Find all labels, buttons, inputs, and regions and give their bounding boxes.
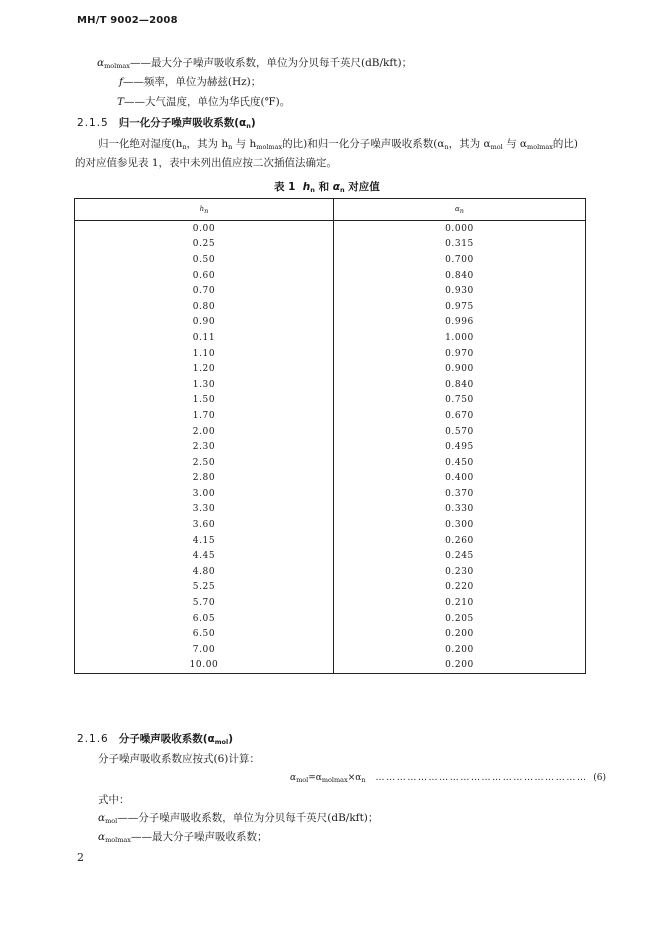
cell-hn: 10.00 (75, 658, 334, 674)
cell-alpha-n: 0.400 (445, 473, 474, 484)
column-header-alpha-n: $\alpha_n$ (334, 199, 586, 221)
cell-alpha-n: 0.370 (445, 488, 474, 499)
cell-hn: 1.20 (75, 361, 334, 377)
table-header-row (75, 199, 586, 221)
formula-intro: 分子噪声吸收系数应按式(6)计算： (98, 753, 260, 765)
symbol: T (117, 96, 125, 108)
table-caption: 表 1 $h_n$ 和 $\alpha_n$ 对应值 (274, 181, 380, 194)
table-row (75, 611, 586, 627)
definition-alpha-molmax-2 (98, 829, 267, 844)
table-row (75, 455, 586, 471)
table-row (75, 330, 586, 346)
cell-hn: 0.70 (75, 283, 334, 299)
symbol-subscript: molmax (104, 62, 130, 70)
cell-alpha-n: 0.330 (445, 504, 474, 515)
table-row (75, 471, 586, 487)
section-heading-2-1-5 (77, 115, 256, 130)
leader-dots: …………………………………………………… (375, 773, 588, 783)
cell-hn: 0.50 (75, 252, 334, 268)
cell-alpha-n: 0.700 (445, 254, 474, 265)
table-row (75, 517, 586, 533)
cell-hn: 1.50 (75, 393, 334, 409)
cell-alpha-n: 0.975 (445, 301, 474, 312)
table-row (75, 424, 586, 440)
where-label: 式中： (98, 794, 130, 806)
section-number: 2.1.6 (77, 733, 109, 745)
definition-alpha-mol (98, 810, 378, 825)
definition-text: ——最大分子噪声吸收系数，单位为分贝每千英尺(dB/kft)； (129, 57, 413, 69)
cell-alpha-n: 0.220 (445, 582, 474, 593)
table-row (75, 361, 586, 377)
table-row (75, 299, 586, 315)
definition-alpha-molmax (97, 55, 412, 70)
cell-alpha-n: 0.260 (445, 535, 474, 546)
cell-alpha-n: 0.996 (445, 317, 474, 328)
cell-hn: 2.30 (75, 439, 334, 455)
table-row (75, 377, 586, 393)
cell-alpha-n: 0.900 (445, 364, 474, 375)
section-title: 分子噪声吸收系数$(\alpha_{mol})$ (118, 733, 234, 746)
table-row (75, 486, 586, 502)
cell-alpha-n: 0.200 (445, 629, 474, 640)
table-row (75, 283, 586, 299)
cell-alpha-n: 0.970 (445, 348, 474, 359)
cell-alpha-n: 0.210 (445, 598, 474, 609)
table-row (75, 548, 586, 564)
symbol: α (97, 57, 105, 69)
cell-alpha-n: 0.000 (445, 223, 474, 234)
section-title: 归一化分子噪声吸收系数$(\alpha_n)$ (118, 117, 256, 130)
table-row (75, 268, 586, 284)
column-header-hn: $h_n$ (75, 199, 334, 221)
section-number: 2.1.5 (77, 117, 109, 129)
cell-hn: 0.90 (75, 315, 334, 331)
cell-alpha-n: 0.245 (445, 551, 474, 562)
table-row (75, 439, 586, 455)
cell-alpha-n: 0.205 (445, 613, 474, 624)
cell-hn: 1.30 (75, 377, 334, 393)
cell-hn: 0.00 (75, 221, 334, 237)
formula-6: $\alpha_{mol}=\alpha_{molmax}\times\alpha_n$ …………………………………………………… (6) (290, 773, 607, 784)
document-code-header: MH/T 9002—2008 (77, 15, 178, 26)
section-heading-2-1-6 (77, 731, 233, 746)
definition-text: ——大气温度，单位为华氏度(℉)。 (124, 96, 291, 108)
table-row (75, 595, 586, 611)
table-row (75, 315, 586, 331)
data-table (74, 198, 586, 674)
table-row (75, 252, 586, 268)
definition-text: ——频率，单位为赫兹(Hz)； (122, 76, 262, 88)
paragraph-line-2: 的对应值参见表 1，表中未列出值应按二次插值法确定。 (75, 157, 338, 169)
table-row (75, 221, 586, 237)
cell-alpha-n: 1.000 (445, 332, 474, 343)
cell-hn: 6.05 (75, 611, 334, 627)
symbol: f (119, 76, 123, 88)
cell-hn: 5.70 (75, 595, 334, 611)
table-row (75, 564, 586, 580)
cell-alpha-n: 0.300 (445, 520, 474, 531)
cell-hn: 4.15 (75, 533, 334, 549)
cell-hn: 6.50 (75, 626, 334, 642)
cell-alpha-n: 0.670 (445, 410, 474, 421)
cell-alpha-n: 0.750 (445, 395, 474, 406)
cell-hn: 1.10 (75, 346, 334, 362)
cell-hn: 3.30 (75, 502, 334, 518)
cell-alpha-n: 0.930 (445, 286, 474, 297)
cell-hn: 4.45 (75, 548, 334, 564)
cell-hn: 2.50 (75, 455, 334, 471)
table-row (75, 237, 586, 253)
table-row (75, 393, 586, 409)
cell-alpha-n: 0.315 (445, 239, 474, 250)
cell-alpha-n: 0.840 (445, 379, 474, 390)
cell-hn: 0.60 (75, 268, 334, 284)
definition-text: ——最大分子噪声吸收系数； (130, 831, 268, 843)
symbol: α (98, 831, 106, 843)
cell-hn: 0.80 (75, 299, 334, 315)
definition-temperature (117, 94, 290, 109)
table-row (75, 408, 586, 424)
cell-alpha-n: 0.570 (445, 426, 474, 437)
page-number: 2 (77, 851, 84, 864)
cell-alpha-n: 0.200 (445, 644, 474, 655)
table-row (75, 580, 586, 596)
cell-hn: 3.00 (75, 486, 334, 502)
cell-hn: 2.00 (75, 424, 334, 440)
cell-alpha-n: 0.450 (445, 457, 474, 468)
formula-number: (6) (593, 773, 607, 783)
table-row (75, 346, 586, 362)
cell-hn: 7.00 (75, 642, 334, 658)
definition-text: ——分子噪声吸收系数，单位为分贝每千英尺(dB/kft)； (117, 812, 379, 824)
cell-hn: 2.80 (75, 471, 334, 487)
table-row (75, 533, 586, 549)
symbol-subscript: molmax (105, 836, 131, 844)
cell-hn: 0.11 (75, 330, 334, 346)
symbol-subscript: mol (105, 817, 118, 825)
cell-hn: 3.60 (75, 517, 334, 533)
table-row (75, 642, 586, 658)
cell-alpha-n: 0.840 (445, 270, 474, 281)
cell-alpha-n: 0.495 (445, 442, 474, 453)
table-row (75, 626, 586, 642)
definition-frequency (119, 74, 261, 89)
cell-hn: 5.25 (75, 580, 334, 596)
paragraph-line-1: 归一化绝对湿度($h_n$，其为 $h_n$ 与 $h_{molmax}$的比)和归一化分子噪声吸收系数($\alpha_n$，其为 $\alpha_{mol}$ 与 $\alpha_{molmax}$的比) (98, 138, 579, 151)
cell-hn: 4.80 (75, 564, 334, 580)
table-row (75, 658, 586, 674)
cell-alpha-n: 0.230 (445, 566, 474, 577)
symbol: α (98, 812, 106, 824)
cell-hn: 1.70 (75, 408, 334, 424)
table-row (75, 502, 586, 518)
cell-alpha-n: 0.200 (445, 660, 474, 671)
cell-hn: 0.25 (75, 237, 334, 253)
